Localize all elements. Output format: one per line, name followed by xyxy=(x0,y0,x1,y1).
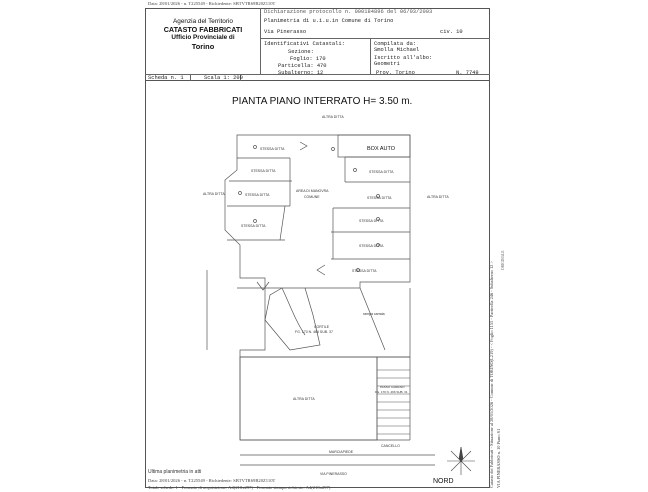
stessa-ditta-6: STESSA DITTA xyxy=(367,196,392,200)
address: Via Pinerasso xyxy=(264,29,307,35)
agency-line3: Ufficio Provinciale di xyxy=(171,34,235,42)
scheda: Scheda n. 1 xyxy=(148,75,184,81)
stessa-ditta-4: STESSA DITTA xyxy=(241,224,266,228)
header-divider-h1 xyxy=(260,38,490,39)
foglio: Foglio: 170 xyxy=(290,56,326,62)
side-right-small: ORIGINALE xyxy=(501,250,505,270)
ident-title: Identificativi Catastali: xyxy=(264,41,345,47)
altra-ditta-top: ALTRA DITTA xyxy=(322,115,344,119)
stessa-ditta-7: STESSA DITTA xyxy=(359,219,384,223)
agency-line2: CATASTO FABBRICATI xyxy=(163,25,243,35)
bottom-stamp: Data: 28/01/2026 - n. T225549 - Richiedente: SBTVTR69B20Z110T xyxy=(148,478,276,483)
marciapiede-label: MARCIAPIEDE xyxy=(329,450,354,454)
header-divider-v2 xyxy=(370,38,371,74)
stessa-ditta-9: STESSA DITTA xyxy=(352,269,377,273)
side-text: Catasto dei Fabbricati - Situazione al 28/01/2026 - Comune di TORINO(L219) - < Foglio 1155 - Particella 246 - Subalterno 12 > xyxy=(489,261,494,488)
altra-ditta-left: ALTRA DITTA xyxy=(203,192,225,196)
civ-number: civ. 10 xyxy=(440,29,463,35)
top-stamp: Data: 28/01/2026 - n. T225549 - Richiedente: SBTVTR69B20Z110T xyxy=(148,1,276,6)
scala: Scala 1: 200 xyxy=(204,75,243,81)
cortile-2: FG. 170 N. 466 SUB. 37 xyxy=(295,330,333,334)
area-manovra-2: COMUNE xyxy=(304,195,320,199)
side-text2: VIA PINERASSO n. 10 Piano S1 xyxy=(496,428,501,488)
stessa-ditta-1: STESSA DITTA xyxy=(260,147,285,151)
compilata-da: Compilata da: xyxy=(374,41,417,47)
passo-1: PASSO CARRAIO xyxy=(380,385,405,389)
prov: Prov. Torino xyxy=(376,70,415,76)
subalterno: Subalterno: 12 xyxy=(278,70,324,76)
rampa-label: rampa carraia xyxy=(363,312,385,316)
altra-ditta-right: ALTRA DITTA xyxy=(427,195,449,199)
stessa-ditta-8: STESSA DITTA xyxy=(359,244,384,248)
compilata-nome: Smolla Michael xyxy=(374,47,420,53)
header-divider-v1 xyxy=(260,8,261,74)
area-manovra-1: AREA DI MANOVRA xyxy=(296,189,329,193)
iscritto-num: N. 7749 xyxy=(456,70,479,76)
stessa-ditta-5: STESSA DITTA xyxy=(369,170,394,174)
via-label: VIA PINERASSO xyxy=(320,472,347,476)
cortile-1: CORTILE xyxy=(314,325,330,329)
plan-title: PIANTA PIANO INTERRATO H= 3.50 m. xyxy=(232,96,413,107)
particella: Particella: 470 xyxy=(278,63,327,69)
iscritto-val: Geometri xyxy=(374,61,400,67)
agency-line4: Torino xyxy=(191,41,215,51)
sezione: Sezione: xyxy=(288,49,314,55)
box-auto-label: BOX AUTO xyxy=(367,146,396,152)
floor-plan xyxy=(145,110,490,480)
altra-ditta-bottom: ALTRA DITTA xyxy=(293,397,315,401)
stessa-ditta-3: STESSA DITTA xyxy=(245,193,270,197)
nord-label: NORD xyxy=(433,478,454,485)
agency-line1: Agenzia del Territorio xyxy=(173,18,233,25)
plan-title-header: Planimetria di u.i.u.in Comune di Torino xyxy=(264,18,394,24)
iscritto: Iscritto all'albo: xyxy=(374,55,433,61)
passo-2: FG. 170 N. 466 SUB. 31 xyxy=(375,390,408,394)
footer-note: Ultima planimetria in atti xyxy=(148,469,202,475)
agency-block xyxy=(147,18,259,51)
declaration: Dichiarazione protocollo n. 000184896 del 06/03/2003 xyxy=(264,9,433,15)
cancello-label: CANCELLO xyxy=(381,444,400,448)
compass-icon xyxy=(446,446,476,476)
stessa-ditta-2: STESSA DITTA xyxy=(251,169,276,173)
bottom-stamp2: Totale schede: 1 - Formato di acquisizione: A4(210x297) - Formato stampa richiesto: A4(210x297) xyxy=(148,485,331,490)
header-divider-v3 xyxy=(190,74,191,81)
